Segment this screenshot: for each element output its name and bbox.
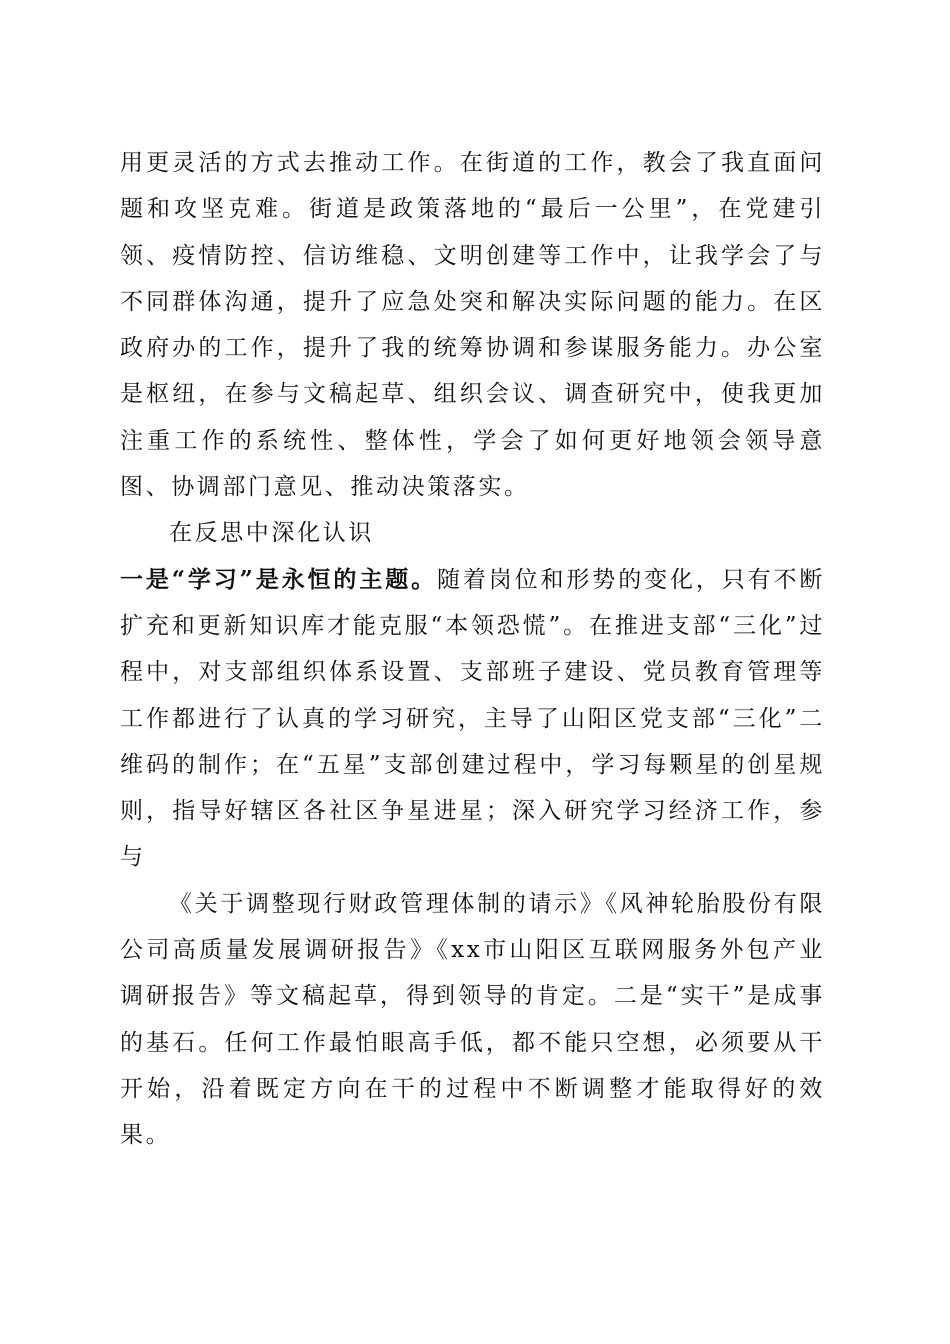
paragraph-work-experience: 用更灵活的方式去推动工作。在街道的工作，教会了我直面问题和攻坚克难。街道是政策落地的“最后一公里”，在党建引领、疫情防控、信访维稳、文明创建等工作中，让我学会了与不同群体沟通，提升了应急处突和解决实际问题的能力。在区政府办的工作，提升了我的统筹协调和参谋服务能力。办公室是枢纽，在参与文稿起草、组织会议、调查研究中，使我更加注重工作的系统性、整体性，学会了如何更好地领会领导意图、协调部门意见、推动决策落实。 [120,150,825,501]
paragraph-lead-phrase: 一是“学习”是永恒的主题。 [120,565,437,593]
paragraph-learning [120,557,825,881]
paragraph-documents-and-practice: 《关于调整现行财政管理体制的请示》《风神轮胎股份有限公司高质量发展调研报告》《xx市山阳区互联网服务外包产业调研报告》等文稿起草，得到领导的肯定。二是“实干”是成事的基石。任何工作最怕眼高手低，都不能只空想，必须要从干开始，沿着既定方向在干的过程中不断调整才能取得好的效果。 [120,890,825,1149]
section-heading: 在反思中深化认识 [169,520,374,547]
document-body [120,140,825,1159]
paragraph-learning-text: 随着岗位和形势的变化，只有不断扩充和更新知识库才能克服“本领恐慌”。在推进支部“三化”过程中，对支部组织体系设置、支部班子建设、党员教育管理等工作都进行了认真的学习研究，主导了山阳区党支部“三化”二维码的制作；在“五星”支部创建过程中，学习每颗星的创星规则，指导好辖区各社区争星进星；深入研究学习经济工作，参与 [120,566,825,871]
